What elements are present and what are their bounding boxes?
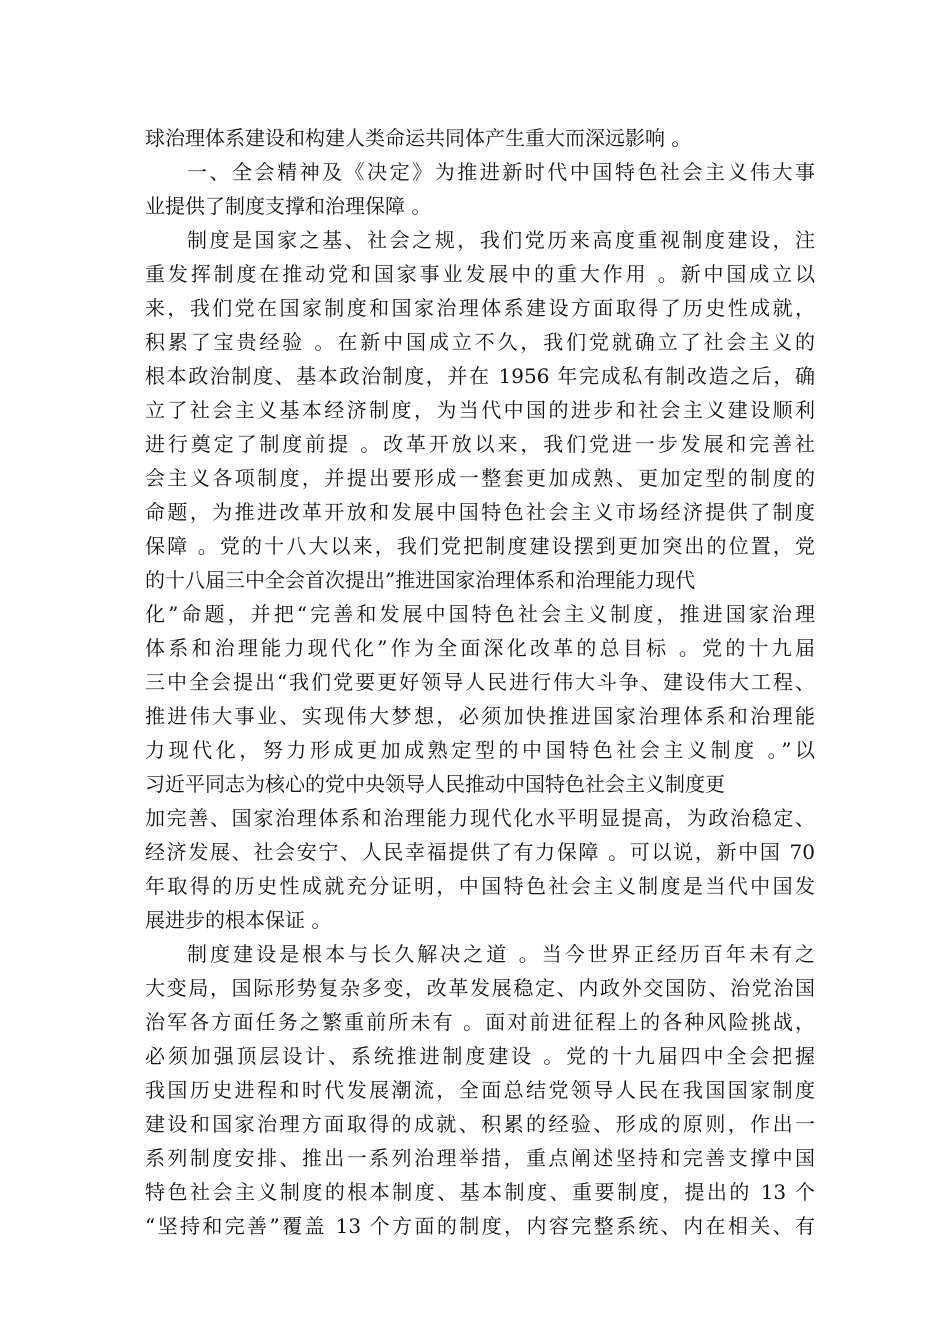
text-line: 建设和国家治理方面取得的成就、积累的经验、形成的原则，作出一 [145,1112,815,1136]
text-line: 积累了宝贵经验 。在新中国成立不久，我们党就确立了社会主义的 [145,330,815,354]
text-line: 的十八届三中全会首次提出”推进国家治理体系和治理能力现代 [145,568,696,592]
text-line: 展进步的根本保证 。 [145,908,332,932]
text-line: 治军各方面任务之繁重前所未有 。面对前进征程上的各种风险挑战， [145,1010,815,1034]
text-line: 进行奠定了制度前提 。改革开放以来，我们党进一步发展和完善社 [145,432,815,456]
text-line: “坚持和完善”覆盖 13 个方面的制度，内容完整系统、内在相关、有 [145,1214,815,1238]
text-line: 加完善、国家治理体系和治理能力现代化水平明显提高，为政治稳定、 [145,806,815,830]
text-line: 化”命题，并把“完善和发展中国特色社会主义制度，推进国家治理 [145,602,815,626]
text-line: 习近平同志为核心的党中央领导人民推动中国特色社会主义制度更 [145,772,725,796]
text-line: 经济发展、社会安宁、人民幸福提供了有力保障 。可以说，新中国 70 [145,840,815,864]
document-body [145,121,815,1243]
text-line: 来，我们党在国家制度和国家治理体系建设方面取得了历史性成就， [145,296,815,320]
text-line: 系列制度安排、推出一系列治理举措，重点阐述坚持和完善支撑中国 [145,1146,815,1170]
text-line: 会主义各项制度，并提出要形成一整套更加成熟、更加定型的制度的 [145,466,815,490]
text-line: 体系和治理能力现代化”作为全面深化改革的总目标 。党的十九届 [145,636,815,660]
text-line: 命题，为推进改革开放和发展中国特色社会主义市场经济提供了制度 [145,500,815,524]
text-line: 年取得的历史性成就充分证明，中国特色社会主义制度是当代中国发 [145,874,815,898]
text-line: 根本政治制度、基本政治制度，并在 1956 年完成私有制改造之后，确 [145,364,815,388]
text-line: 制度建设是根本与长久解决之道 。当今世界正经历百年未有之 [187,942,815,966]
text-line: 三中全会提出“我们党要更好领导人民进行伟大斗争、建设伟大工程、 [145,670,815,694]
text-line: 球治理体系建设和构建人类命运共同体产生重大而深远影响 。 [145,126,692,150]
text-line: 我国历史进程和时代发展潮流，全面总结党领导人民在我国国家制度 [145,1078,815,1102]
text-line: 力现代化，努力形成更加成熟定型的中国特色社会主义制度 。”以 [145,738,815,762]
text-line: 立了社会主义基本经济制度，为当代中国的进步和社会主义建设顺利 [145,398,815,422]
section-heading-line: 业提供了制度支撑和治理保障 。 [145,194,432,218]
text-line: 重发挥制度在推动党和国家事业发展中的重大作用 。新中国成立以 [145,262,815,286]
text-line: 制度是国家之基、社会之规，我们党历来高度重视制度建设，注 [187,228,815,252]
text-line: 大变局，国际形势复杂多变，改革发展稳定、内政外交国防、治党治国 [145,976,815,1000]
text-line: 推进伟大事业、实现伟大梦想，必须加快推进国家治理体系和治理能 [145,704,815,728]
text-line: 保障 。党的十八大以来，我们党把制度建设摆到更加突出的位置，党 [145,534,815,558]
text-line: 必须加强顶层设计、系统推进制度建设 。党的十九届四中全会把握 [145,1044,815,1068]
text-line: 特色社会主义制度的根本制度、基本制度、重要制度，提出的 13 个 [145,1180,815,1204]
section-heading-line: 一、全会精神及《决定》为推进新时代中国特色社会主义伟大事 [187,160,815,184]
